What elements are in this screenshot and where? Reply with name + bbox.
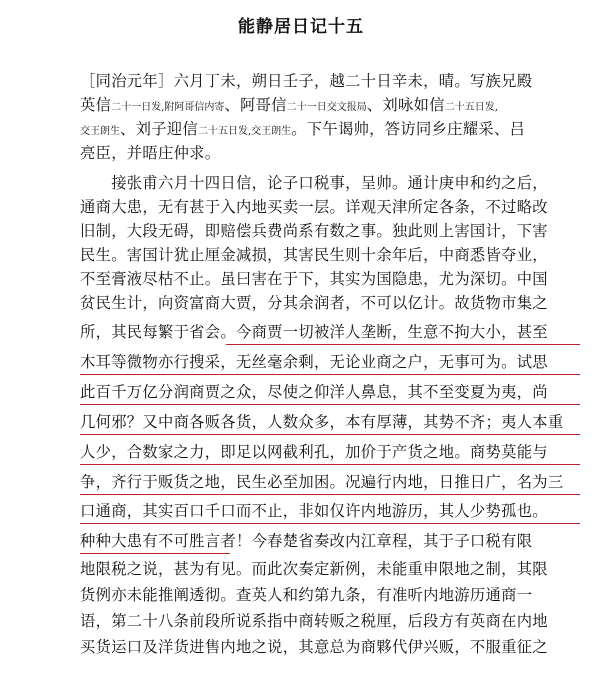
paragraph2-line: 旧制，大段无碍，即赔偿兵费尚系有数之事。独此则上害国计，下害 — [80, 222, 548, 240]
small-note: 二十五日发,交王朗生 — [198, 126, 292, 137]
red-underline — [80, 374, 580, 375]
paragraph2-line: 几何邪？又中商各贩各货，人数众多，本有厚薄，其势不齐；夷人本重 — [80, 413, 564, 431]
text-run: 、刘咏如信 — [366, 96, 445, 114]
red-underline — [80, 434, 580, 435]
small-note: 交王朗生 — [80, 126, 120, 137]
red-underline — [80, 464, 580, 465]
text-run: 英信 — [80, 96, 112, 114]
text-run: 、阿哥信 — [224, 96, 287, 114]
paragraph2-line: 民生。害国计犹止厘金减损，其害民生则十余年后，中商悉皆夺业， — [80, 246, 548, 264]
paragraph2-line: 人少，合数家之力，即足以网截利孔，加价于产货之地。商势莫能与 — [80, 443, 548, 461]
paragraph2-line: 货例亦未能推阐透彻。查英人和约第九条，有准听内地游历通商一 — [80, 586, 533, 604]
paragraph2-line: 接张甫六月十四日信，论子口税事，呈帅。通计庚申和约之后， — [80, 174, 548, 192]
paragraph2-line: 争，齐行于贩货之地，民生必至加困。况遍行内地，日推日广，名为三 — [80, 473, 564, 491]
text-run: 。下午谒帅，答访同乡庄耀采、吕 — [291, 120, 526, 138]
red-underline — [226, 344, 580, 345]
paragraph2-line: 买货运口及洋货进售内地之说，其意总为商夥代伊兴贩，不服重征之 — [80, 638, 548, 656]
paragraph2-line: 种种大患有不可胜言者！今春楚省奏改内江章程，其于子口税有限 — [80, 532, 533, 550]
paragraph1-line4: 亮臣，并晤庄仲求。 — [80, 144, 221, 162]
paragraph2-line: 木耳等微物亦行搜采，无丝毫余剩，无论业商之户，无事可为。试思 — [80, 353, 548, 371]
small-note: 二十五日发, — [444, 102, 498, 113]
text-run: 、刘子迎信 — [120, 120, 198, 138]
paragraph2-line: 不至膏液尽枯不止。虽曰害在于下，其实为国隐患，尤为深切。中国 — [80, 270, 548, 288]
paragraph1-line3 — [80, 117, 580, 141]
small-note: 二十一日交文报局 — [286, 102, 367, 113]
paragraph1-line1: ［同治元年］六月丁未，朔日壬子，越二十日辛未，晴。写族兄殿 — [80, 72, 533, 90]
paragraph2-line: 通商大患，无有甚于入内地买卖一层。详观天津所定各条，不过略改 — [80, 198, 548, 216]
red-underline — [80, 523, 580, 524]
paragraph2-line: 此百千万亿分润商贾之众，尽使之仰洋人鼻息，其不至变夏为夷，尚 — [80, 383, 548, 401]
paragraph2-line: 口通商，其实百口千口而不止，非如仅许内地游历，其人少势孤也。 — [80, 502, 548, 520]
red-underline — [80, 404, 580, 405]
paragraph2-line: 语，第二十八条前段所说系指中商转贩之税厘，后段方有英商在内地 — [80, 612, 548, 630]
paragraph2-line: 贫民生计，向资富商大贾，分其余润者，不可以亿计。故货物市集之 — [80, 294, 548, 312]
paragraph2-line: 所，其民每繁于省会。今商贾一切被洋人垄断，生意不拘大小，甚至 — [80, 323, 548, 341]
paragraph1-line2 — [80, 93, 580, 117]
paragraph2-line: 地限税之说，甚为有见。而此次奏定新例，未能重申限地之制，其限 — [80, 560, 548, 578]
red-underline — [80, 553, 230, 554]
red-underline — [80, 494, 580, 495]
page-title: 能静居日记十五 — [238, 17, 364, 37]
small-note: 二十一日发,附阿哥信内寄 — [111, 102, 225, 113]
